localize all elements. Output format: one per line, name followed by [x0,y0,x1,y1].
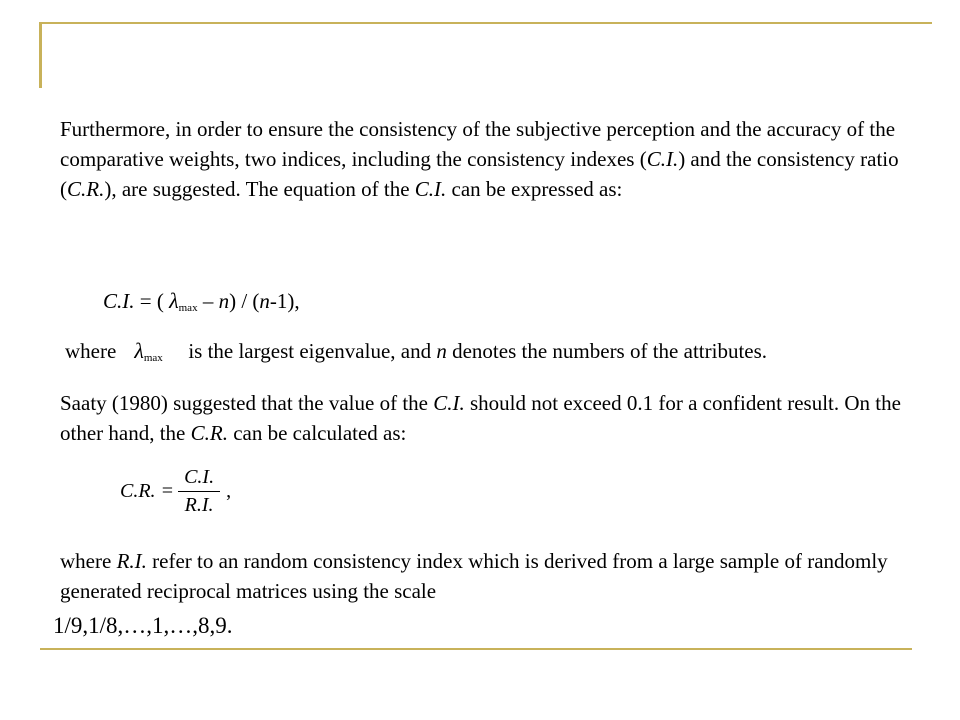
cr-fraction: $\frac{C.I.}{R.I.}$ [178,466,220,517]
frame-bottom-line [40,648,912,650]
ci-equation: C.I. = ( λmax – n) / (n-1), [103,288,300,314]
paragraph-ri: where R.I. refer to an random consistency index which is derived from a large sample of randomly generated reciprocal matrices using the scale [60,549,888,603]
paragraph-saaty: Saaty (1980) suggested that the value of the C.I. should not exceed 0.1 for a confident result. On the other hand, the C.R. can be calculated as: [60,391,901,445]
lambda-definition: where λmax is the largest eigenvalue, and n denotes the numbers of the attributes. [65,336,767,370]
cr-equation: C.R. = $\frac{C.I.}{R.I.}$ , [120,466,232,516]
scale-values: 1/9,1/8,…,1,…,8,9. [53,613,233,638]
frame-left-line [39,22,42,88]
paragraph-intro: Furthermore, in order to ensure the consistency of the subjective perception and the accuracy of the comparative weights, two indices, including the consistency indexes (C.I.) and the consistency ratio (C.R.), are suggested. The equation of the C.I. can be expressed as: [60,117,899,201]
frame-top-line [40,22,932,24]
frame-right-tick [930,22,932,24]
lambda-max-symbol: λmax [134,338,163,364]
